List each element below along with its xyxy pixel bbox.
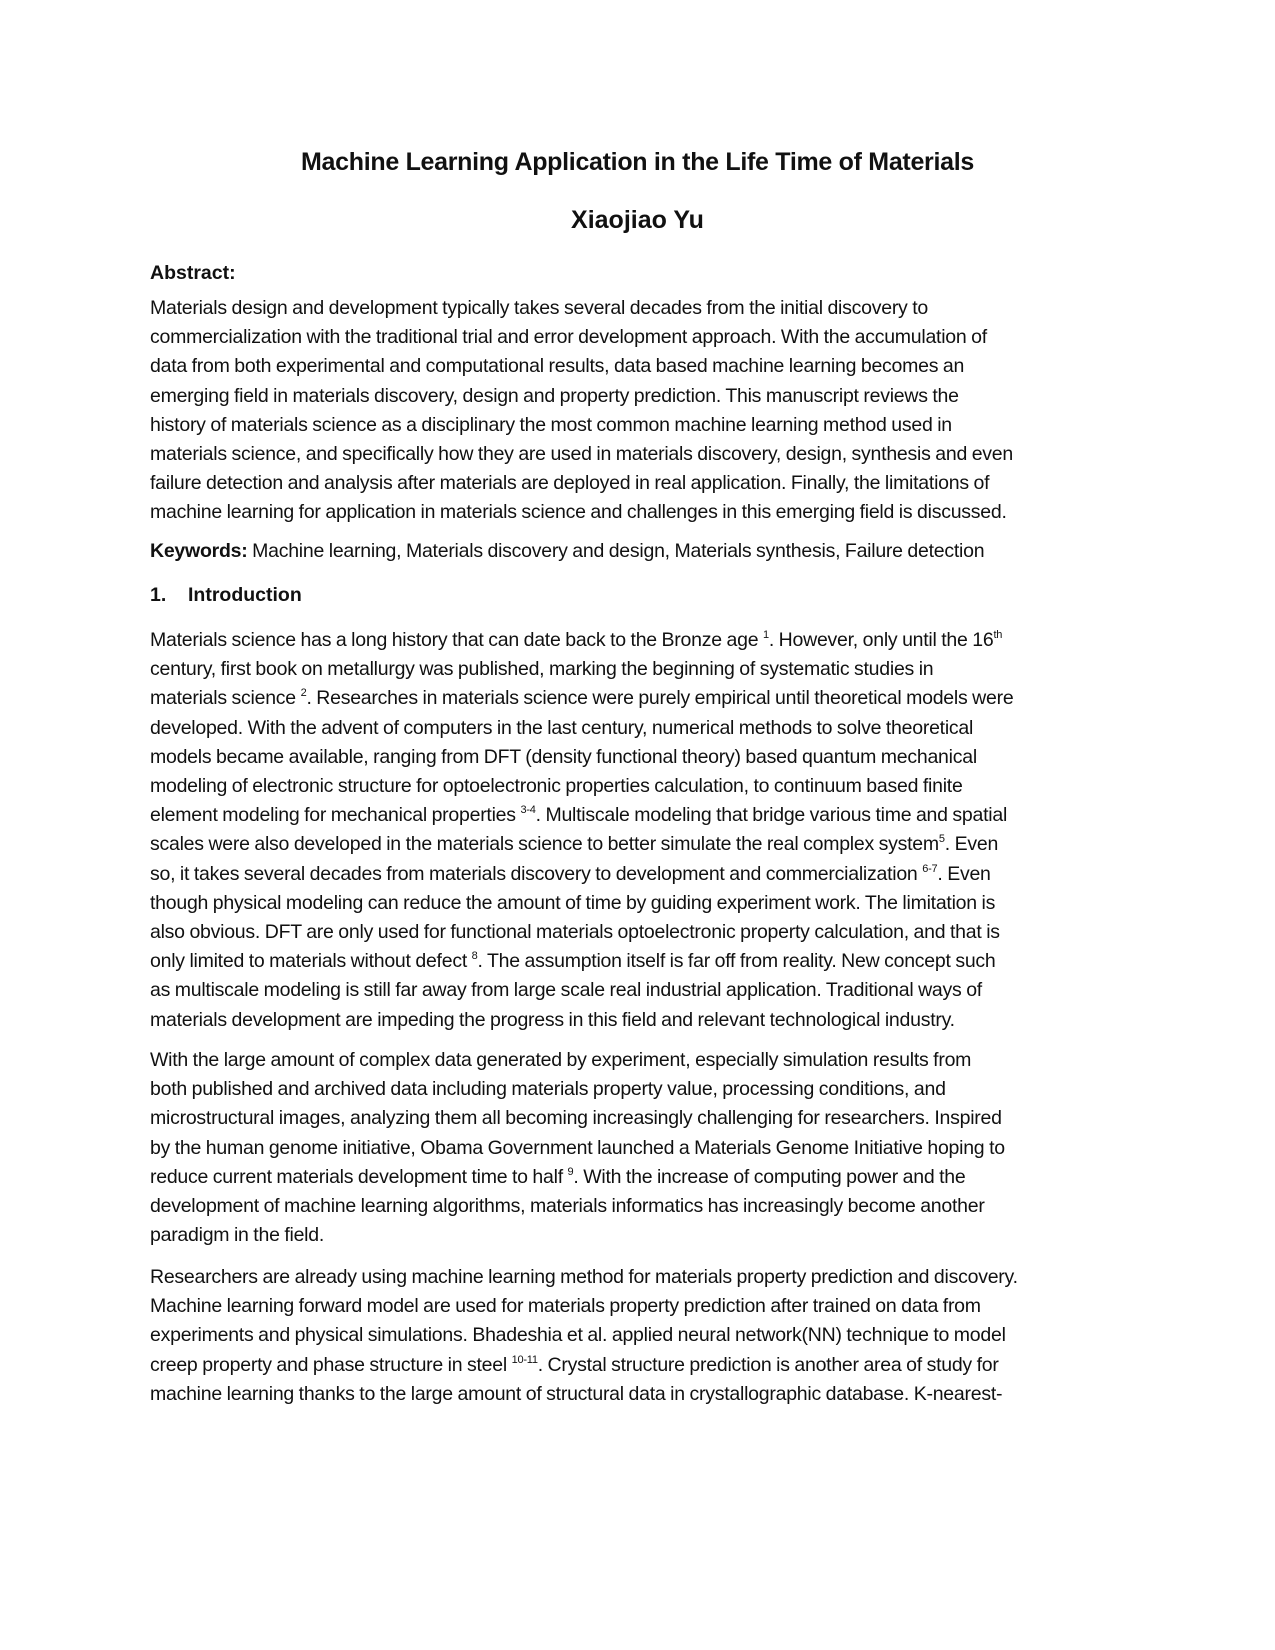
text-run: Materials science has a long history that can date back to the Bronze age: [150, 629, 763, 651]
text-run: . With the increase of computing power and the: [573, 1165, 966, 1188]
section-number: 1.: [150, 584, 167, 606]
abstract-body: [150, 294, 1125, 528]
citation: 3-4: [520, 804, 536, 817]
paragraph-line: microstructural images, analyzing them all becoming increasingly challenging for researchers. Inspired: [150, 1107, 1002, 1130]
paragraph-line: [150, 830, 1125, 859]
citation: 5: [938, 833, 945, 846]
abstract-line: data from both experimental and computational results, data based machine learning becomes an: [150, 355, 965, 378]
paragraph-line: [150, 1163, 1125, 1192]
paragraph-line: paradigm in the field.: [150, 1224, 325, 1247]
section-heading-introduction: [150, 584, 302, 607]
abstract-line: history of materials science as a disciplinary the most common machine learning method used in: [150, 413, 952, 436]
text-run: materials science: [150, 687, 301, 710]
text-run: only limited to materials without defect: [150, 950, 472, 973]
superscript: th: [993, 629, 1003, 641]
text-run: so, it takes several decades from materials discovery to development and commercialization: [150, 862, 923, 885]
intro-paragraph-3: [150, 1263, 1125, 1409]
citation: 8: [471, 950, 478, 963]
paragraph-line: With the large amount of complex data generated by experiment, especially simulation results from: [150, 1049, 972, 1071]
intro-paragraph-2: [150, 1046, 1125, 1250]
text-run: . However, only until the 16: [768, 629, 994, 651]
paragraph-line: also obvious. DFT are only used for functional materials optoelectronic property calculation, and that is: [150, 921, 1000, 944]
text-run: . Crystal structure prediction is another area of study for: [537, 1353, 999, 1376]
abstract-line: failure detection and analysis after materials are deployed in real application. Finally, the limitations of: [150, 472, 990, 495]
text-run: reduce current materials development time to half: [150, 1165, 568, 1188]
text-run: . Even: [944, 833, 999, 856]
citation: 6-7: [922, 862, 938, 875]
abstract-line: materials science, and specifically how they are used in materials discovery, design, synthesis and even: [150, 443, 1014, 466]
abstract-heading: Abstract:: [150, 262, 236, 284]
paragraph-line: [150, 1351, 1125, 1380]
keywords: [150, 537, 1125, 566]
abstract-line: commercialization with the traditional trial and error development approach. With the accumulation of: [150, 326, 987, 349]
paragraph-line: Machine learning forward model are used for materials property prediction after trained on data from: [150, 1295, 981, 1318]
text-run: creep property and phase structure in steel: [150, 1353, 512, 1376]
text-run: . Even: [937, 862, 991, 885]
citation: 9: [567, 1165, 574, 1178]
text-run: . Multiscale modeling that bridge various time and spatial: [535, 804, 1008, 827]
citation: 2: [300, 687, 307, 700]
section-title: Introduction: [188, 584, 302, 606]
paragraph-line: both published and archived data including materials property value, processing conditions, and: [150, 1078, 946, 1101]
paragraph-line: models became available, ranging from DFT (density functional theory) based quantum mechanical: [150, 745, 977, 768]
keywords-line: [150, 537, 1125, 566]
paragraph-line: materials development are impeding the progress in this field and relevant technological industry.: [150, 1008, 955, 1031]
text-run: scales were also developed in the materials science to better simulate the real complex system: [150, 833, 939, 856]
text-run: element modeling for mechanical properties: [150, 804, 521, 827]
paragraph-line: experiments and physical simulations. Bhadeshia et al. applied neural network(NN) technique to model: [150, 1324, 1006, 1347]
paragraph-line: century, first book on metallurgy was published, marking the beginning of systematic studies in: [150, 658, 934, 681]
paragraph-line: developed. With the advent of computers in the last century, numerical methods to solve theoretical: [150, 716, 974, 739]
paragraph-line: by the human genome initiative, Obama Government launched a Materials Genome Initiative hoping to: [150, 1136, 1005, 1159]
paragraph-line: [150, 626, 1125, 655]
citation: 10-11: [511, 1353, 538, 1366]
paragraph-line: [150, 947, 1125, 976]
paragraph-line: development of machine learning algorithms, materials informatics has increasingly become another: [150, 1195, 985, 1218]
citation: 1: [762, 629, 769, 641]
text-run: . The assumption itself is far off from reality. New concept such: [477, 950, 996, 973]
intro-paragraph-1: [150, 626, 1125, 1035]
paper-title: Machine Learning Application in the Life Time of Materials: [301, 148, 974, 176]
keywords-label: Keywords:: [150, 540, 248, 562]
paper-author: Xiaojiao Yu: [571, 206, 704, 234]
keywords-text: Machine learning, Materials discovery and design, Materials synthesis, Failure detection: [247, 540, 985, 562]
text-run: . Researches in materials science were purely empirical until theoretical models were: [306, 687, 1014, 710]
paragraph-line: [150, 860, 1125, 889]
paragraph-line: Researchers are already using machine learning method for materials property prediction and discovery.: [150, 1266, 1018, 1288]
paragraph-line: modeling of electronic structure for optoelectronic properties calculation, to continuum based finite: [150, 775, 963, 798]
paragraph-line: [150, 684, 1125, 713]
abstract-line: machine learning for application in materials science and challenges in this emerging field is discussed.: [150, 501, 1007, 524]
paragraph-line: though physical modeling can reduce the amount of time by guiding experiment work. The limitation is: [150, 891, 996, 914]
abstract-line: Materials design and development typically takes several decades from the initial discovery to: [150, 297, 928, 319]
paragraph-line: as multiscale modeling is still far away from large scale real industrial application. Traditional ways of: [150, 979, 982, 1002]
paragraph-line: machine learning thanks to the large amount of structural data in crystallographic database. K-nearest-: [150, 1382, 1003, 1405]
abstract-line: emerging field in materials discovery, design and property prediction. This manuscript reviews the: [150, 384, 959, 407]
paragraph-line: [150, 801, 1125, 830]
